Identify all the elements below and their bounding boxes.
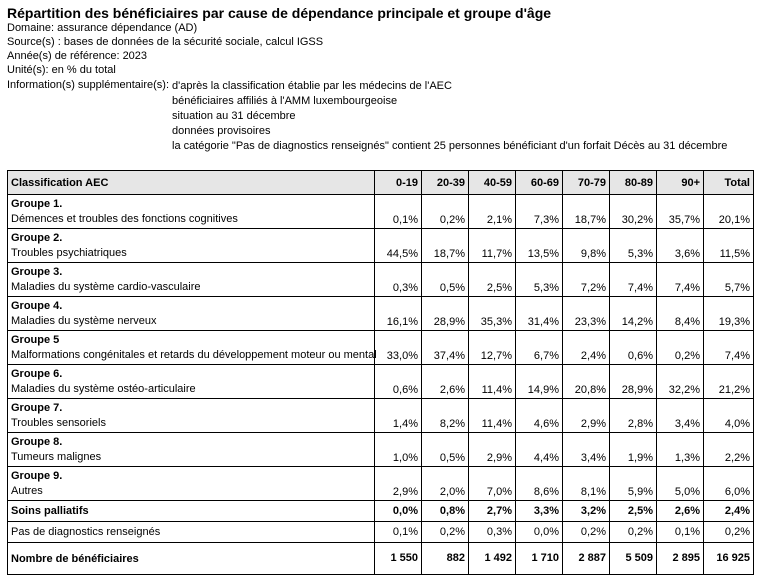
table-cell: 14,2% [610, 297, 657, 331]
group-name: Groupe 2. [11, 232, 63, 244]
table-cell: 13,5% [516, 229, 563, 263]
group-name: Groupe 8. [11, 436, 63, 448]
table-cell: 44,5% [375, 229, 422, 263]
table-row [8, 399, 754, 433]
table-cell: 2,6% [422, 365, 469, 399]
row-label [8, 467, 375, 501]
table-cell: 2 895 [657, 543, 704, 575]
table-cell: 2,1% [469, 195, 516, 229]
table-cell: 11,5% [704, 229, 754, 263]
row-label: Soins palliatifs [8, 501, 375, 522]
table-cell: 4,4% [516, 433, 563, 467]
table-header-row [8, 171, 754, 195]
table-cell: 1,9% [610, 433, 657, 467]
table-cell: 0,3% [375, 263, 422, 297]
table-cell: 35,3% [469, 297, 516, 331]
table-cell: 18,7% [563, 195, 610, 229]
group-description: Autres [11, 485, 43, 497]
row-label [8, 399, 375, 433]
table-cell: 20,8% [563, 365, 610, 399]
table-cell: 0,5% [422, 433, 469, 467]
table-cell: 11,4% [469, 399, 516, 433]
data-table [7, 170, 754, 575]
table-cell: 1,3% [657, 433, 704, 467]
table-cell: 7,4% [657, 263, 704, 297]
table-cell: 3,3% [516, 501, 563, 522]
palliatifs-row [8, 501, 754, 522]
table-cell: 2,8% [610, 399, 657, 433]
table-cell: 2,9% [563, 399, 610, 433]
table-cell: 20,1% [704, 195, 754, 229]
table-cell: 2,2% [704, 433, 754, 467]
table-cell: 31,4% [516, 297, 563, 331]
table-cell: 0,2% [657, 331, 704, 365]
table-cell: 1,4% [375, 399, 422, 433]
table-cell: 0,2% [563, 522, 610, 543]
table-cell: 2,5% [469, 263, 516, 297]
table-cell: 6,7% [516, 331, 563, 365]
table-cell: 2,5% [610, 501, 657, 522]
group-name: Groupe 1. [11, 198, 63, 210]
table-cell: 0,0% [516, 522, 563, 543]
table-cell: 5,9% [610, 467, 657, 501]
table-cell: 7,3% [516, 195, 563, 229]
table-cell: 1 492 [469, 543, 516, 575]
table-cell: 1 710 [516, 543, 563, 575]
table-cell: 0,3% [469, 522, 516, 543]
table-cell: 2,4% [563, 331, 610, 365]
table-cell: 12,7% [469, 331, 516, 365]
table-cell: 8,6% [516, 467, 563, 501]
row-label: Nombre de bénéficiaires [8, 543, 375, 575]
meta-unite: Unité(s): en % du total [7, 64, 116, 76]
table-cell: 3,4% [563, 433, 610, 467]
table-row [8, 229, 754, 263]
table-cell: 2,9% [469, 433, 516, 467]
meta-domaine: Domaine: assurance dépendance (AD) [7, 22, 198, 34]
table-cell: 30,2% [610, 195, 657, 229]
table-cell: 3,2% [563, 501, 610, 522]
group-description: Maladies du système cardio-vasculaire [11, 281, 201, 293]
table-cell: 7,4% [704, 331, 754, 365]
table-cell: 0,1% [657, 522, 704, 543]
group-name: Groupe 7. [11, 402, 63, 414]
column-header: 40-59 [469, 171, 516, 195]
info-line: d'après la classification établie par les médecins de l'AEC [172, 80, 452, 92]
column-header: 80-89 [610, 171, 657, 195]
table-row [8, 433, 754, 467]
table-cell: 2,4% [704, 501, 754, 522]
table-row [8, 331, 754, 365]
table-cell: 3,4% [657, 399, 704, 433]
meta-annee: Année(s) de référence: 2023 [7, 50, 148, 62]
table-cell: 7,2% [563, 263, 610, 297]
table-cell: 33,0% [375, 331, 422, 365]
column-header: Total [704, 171, 754, 195]
group-description: Malformations congénitales et retards du développement moteur ou mental [11, 349, 377, 361]
table-cell: 2,7% [469, 501, 516, 522]
table-cell: 0,2% [704, 522, 754, 543]
column-header: 70-79 [563, 171, 610, 195]
table-cell: 5 509 [610, 543, 657, 575]
meta-info-label: Information(s) supplémentaire(s): [7, 79, 170, 91]
table-cell: 8,2% [422, 399, 469, 433]
row-label [8, 195, 375, 229]
table-cell: 0,6% [375, 365, 422, 399]
column-header: 0-19 [375, 171, 422, 195]
table-cell: 882 [422, 543, 469, 575]
table-row [8, 195, 754, 229]
meta-source: Source(s) : bases de données de la sécurité sociale, calcul IGSS [7, 36, 324, 48]
table-cell: 5,7% [704, 263, 754, 297]
info-line: bénéficiaires affiliés à l'AMM luxembourgeoise [172, 95, 398, 107]
column-header: Classification AEC [8, 171, 375, 195]
group-description: Tumeurs malignes [11, 451, 102, 463]
column-header: 90+ [657, 171, 704, 195]
group-description: Démences et troubles des fonctions cognitives [11, 213, 238, 225]
table-cell: 3,6% [657, 229, 704, 263]
pas-diag-row [8, 522, 754, 543]
table-cell: 37,4% [422, 331, 469, 365]
table-cell: 2,6% [657, 501, 704, 522]
table-row [8, 263, 754, 297]
group-name: Groupe 5 [11, 334, 60, 346]
row-label [8, 263, 375, 297]
table-cell: 0,1% [375, 195, 422, 229]
table-cell: 8,4% [657, 297, 704, 331]
table-cell: 5,3% [610, 229, 657, 263]
table-cell: 7,0% [469, 467, 516, 501]
table-cell: 1 550 [375, 543, 422, 575]
table-cell: 2,9% [375, 467, 422, 501]
table-cell: 0,2% [610, 522, 657, 543]
table-cell: 4,6% [516, 399, 563, 433]
table-cell: 0,8% [422, 501, 469, 522]
page-title: Répartition des bénéficiaires par cause de dépendance principale et groupe d'âge [7, 5, 552, 21]
table-cell: 0,0% [375, 501, 422, 522]
table-cell: 9,8% [563, 229, 610, 263]
group-description: Maladies du système nerveux [11, 315, 157, 327]
table-cell: 35,7% [657, 195, 704, 229]
table-cell: 0,2% [422, 195, 469, 229]
meta-info-lines [172, 79, 727, 154]
row-label: Pas de diagnostics renseignés [8, 522, 375, 543]
table-cell: 0,2% [422, 522, 469, 543]
table-cell: 7,4% [610, 263, 657, 297]
group-name: Groupe 9. [11, 470, 63, 482]
table-row [8, 297, 754, 331]
table-cell: 11,7% [469, 229, 516, 263]
table-cell: 5,0% [657, 467, 704, 501]
table-cell: 28,9% [422, 297, 469, 331]
info-line: la catégorie "Pas de diagnostics renseignés" contient 25 personnes bénéficiant d'un forfait Décès au 31 décembre [172, 140, 728, 152]
table-cell: 16,1% [375, 297, 422, 331]
table-cell: 16 925 [704, 543, 754, 575]
table-cell: 0,5% [422, 263, 469, 297]
total-row [8, 543, 754, 575]
table-cell: 21,2% [704, 365, 754, 399]
table-cell: 8,1% [563, 467, 610, 501]
info-line: données provisoires [172, 125, 271, 137]
table-cell: 19,3% [704, 297, 754, 331]
row-label [8, 365, 375, 399]
column-header: 60-69 [516, 171, 563, 195]
table-cell: 6,0% [704, 467, 754, 501]
group-name: Groupe 6. [11, 368, 63, 380]
table-cell: 4,0% [704, 399, 754, 433]
table-row [8, 365, 754, 399]
group-description: Troubles psychiatriques [11, 247, 127, 259]
table-cell: 23,3% [563, 297, 610, 331]
row-label [8, 297, 375, 331]
row-label [8, 229, 375, 263]
table-cell: 0,6% [610, 331, 657, 365]
table-cell: 0,1% [375, 522, 422, 543]
table-cell: 5,3% [516, 263, 563, 297]
row-label [8, 433, 375, 467]
group-name: Groupe 3. [11, 266, 63, 278]
table-cell: 11,4% [469, 365, 516, 399]
table-cell: 18,7% [422, 229, 469, 263]
table-cell: 28,9% [610, 365, 657, 399]
table-cell: 2 887 [563, 543, 610, 575]
table-cell: 2,0% [422, 467, 469, 501]
table-cell: 32,2% [657, 365, 704, 399]
row-label [8, 331, 375, 365]
group-name: Groupe 4. [11, 300, 63, 312]
info-line: situation au 31 décembre [172, 110, 296, 122]
column-header: 20-39 [422, 171, 469, 195]
table-cell: 1,0% [375, 433, 422, 467]
table-cell: 14,9% [516, 365, 563, 399]
group-description: Maladies du système ostéo-articulaire [11, 383, 196, 395]
table-row [8, 467, 754, 501]
group-description: Troubles sensoriels [11, 417, 106, 429]
